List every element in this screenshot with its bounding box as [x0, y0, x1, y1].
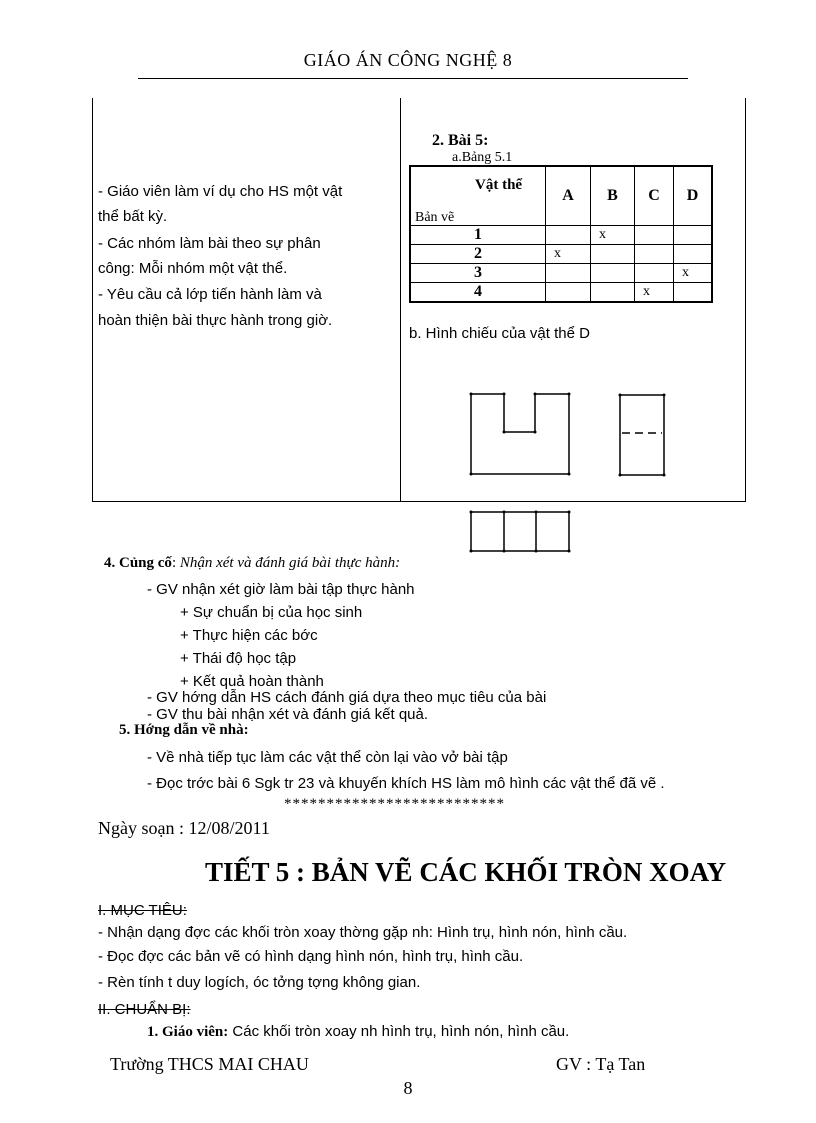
row-label-3: 3	[410, 264, 546, 283]
section4-item-4: + Thái độ học tập	[180, 650, 297, 667]
bai-title: 2. Bài 5:	[432, 132, 489, 149]
projection-drawing	[460, 385, 680, 560]
table-cell	[591, 264, 635, 283]
left-line-6: hoàn thiện bài thực hành trong giờ.	[98, 312, 333, 329]
side-view-outline	[620, 395, 664, 475]
footer-teacher: GV : Tạ Tan	[556, 1054, 646, 1074]
col-header-a: A	[546, 166, 591, 226]
table-cell	[635, 226, 674, 245]
table-cell	[635, 264, 674, 283]
teacher-text: Các khối tròn xoay nh hình trụ, hình nón, hình cầu.	[228, 1023, 570, 1040]
header-title: GIÁO ÁN CÔNG NGHỆ 8	[303, 50, 513, 70]
table-row	[410, 226, 712, 245]
table-cell: x	[674, 264, 713, 283]
table-cell	[546, 226, 591, 245]
table-row	[410, 245, 712, 264]
section5-item-2: - Đọc trớc bài 6 Sgk tr 23 và khuyến khích HS làm mô hình các vật thể đã vẽ .	[147, 775, 665, 792]
section4-item-5: + Kết quả hoàn thành	[180, 673, 324, 690]
muc-tieu-item-2: - Đọc đợc các bản vẽ có hình dạng hình nón, hình trụ, hình cầu.	[98, 948, 524, 965]
table-cell	[546, 283, 591, 303]
left-line-5: - Yêu cầu cả lớp tiến hành làm và	[98, 286, 322, 303]
table-cell	[674, 245, 713, 264]
section4-item-6: - GV hớng dẫn HS cách đánh giá dựa theo mục tiêu của bài	[147, 689, 547, 706]
table-row	[410, 264, 712, 283]
projection-title: b. Hình chiếu của vật thể D	[409, 325, 590, 342]
left-line-2: thể bất kỳ.	[98, 208, 168, 225]
teacher-label: 1. Giáo viên:	[147, 1024, 229, 1040]
table-cell	[635, 245, 674, 264]
front-view-outline	[471, 394, 569, 474]
table-corner-cell	[410, 166, 546, 226]
lesson-title: TIẾT 5 : BẢN VẼ CÁC KHỐI TRÒN XOAY	[205, 857, 727, 887]
muc-tieu-item-3: - Rèn tính t duy logích, óc tởng tợng không gian.	[98, 974, 421, 991]
corner-label-vat-the: Vật thể	[475, 177, 523, 193]
row-label-4: 4	[410, 283, 546, 303]
header-rule	[138, 78, 688, 79]
row-label-2: 2	[410, 245, 546, 264]
section4-item-3: + Thực hiện các bớc	[180, 627, 318, 644]
table-cell	[546, 264, 591, 283]
section4-heading-line: 4. Củng cố: Nhận xét và đánh giá bài thực hành:	[104, 555, 401, 571]
table-cell: x	[635, 283, 674, 303]
table-cell	[591, 283, 635, 303]
corner-label-ban-ve: Bản vẽ	[415, 210, 455, 225]
footer-school: Trường THCS MAI CHAU	[110, 1054, 309, 1074]
separator: **************************	[284, 796, 505, 812]
top-view-outline	[471, 512, 569, 551]
section4-item-2: + Sự chuẩn bị của học sinh	[180, 604, 363, 621]
page-number: 8	[403, 1078, 413, 1098]
col-header-c: C	[635, 166, 674, 226]
section5-item-1: - Về nhà tiếp tục làm các vật thể còn lại vào vở bài tập	[147, 749, 508, 766]
chuan-bi-heading: II. CHUẨN BỊ:	[98, 1001, 191, 1018]
col-header-d: D	[674, 166, 713, 226]
left-line-4: công: Mỗi nhóm một vật thể.	[98, 260, 288, 277]
section4-item-1: - GV nhận xét giờ làm bài tập thực hành	[147, 581, 415, 598]
table-caption: a.Bảng 5.1	[452, 150, 513, 165]
table-cell: x	[546, 245, 591, 264]
table-cell	[674, 283, 713, 303]
table-header-row	[410, 166, 712, 226]
section4-item-7: - GV thu bài nhận xét và đánh giá kết quả.	[147, 706, 429, 723]
section5-heading: 5. Hớng dẫn về nhà:	[119, 722, 249, 738]
left-line-1: - Giáo viên làm ví dụ cho HS một vật	[98, 183, 343, 200]
left-line-3: - Các nhóm làm bài theo sự phân	[98, 235, 321, 252]
chuan-bi-teacher-line	[147, 1023, 569, 1041]
date-line: Ngày soạn : 12/08/2011	[98, 818, 270, 838]
table-cell	[674, 226, 713, 245]
table-cell: x	[591, 226, 635, 245]
row-label-1: 1	[410, 226, 546, 245]
table-cell	[591, 245, 635, 264]
section4-heading: 4. Củng cố	[104, 555, 172, 571]
muc-tieu-heading: I. MỤC TIÊU:	[98, 902, 187, 919]
table-row	[410, 283, 712, 303]
column-divider	[400, 98, 401, 502]
col-header-b: B	[591, 166, 635, 226]
muc-tieu-item-1: - Nhận dạng đợc các khối tròn xoay thờng gặp nh: Hình trụ, hình nón, hình cầu.	[98, 924, 628, 941]
bang-5-1-table	[409, 165, 713, 303]
section4-subtitle: Nhận xét và đánh giá bài thực hành:	[179, 555, 401, 571]
